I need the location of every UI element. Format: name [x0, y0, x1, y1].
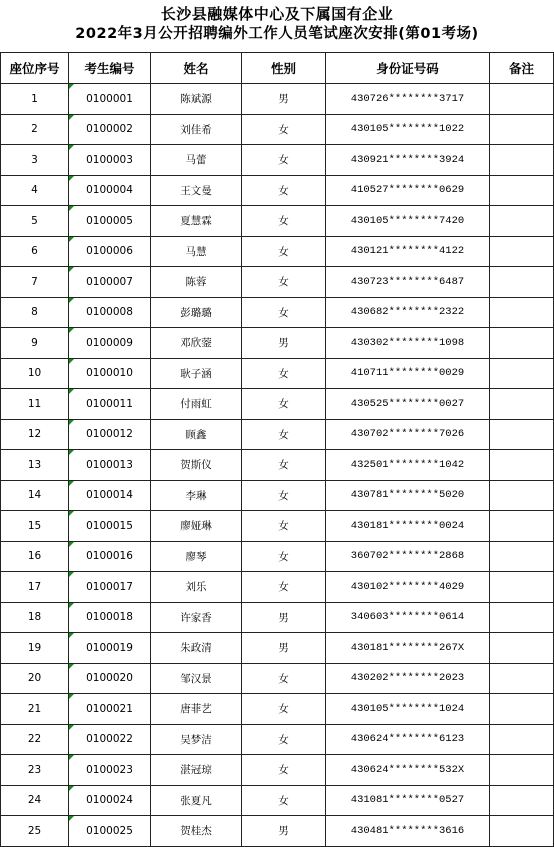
name-cell: 朱政清 [151, 633, 242, 664]
exam-id-cell: 0100014 [69, 480, 151, 511]
seat-cell: 18 [1, 602, 69, 633]
remarks-cell [490, 450, 554, 481]
exam-id-cell: 0100007 [69, 267, 151, 298]
name-cell: 湛冠琼 [151, 755, 242, 786]
table-row [1, 114, 554, 145]
name-cell: 李琳 [151, 480, 242, 511]
id-number-cell: 430702********7026 [326, 419, 490, 450]
seat-cell: 19 [1, 633, 69, 664]
remarks-cell [490, 84, 554, 115]
id-number-cell: 430202********2023 [326, 663, 490, 694]
name-cell: 彭璐璐 [151, 297, 242, 328]
seat-cell: 22 [1, 724, 69, 755]
seat-cell: 20 [1, 663, 69, 694]
id-number-cell: 430121********4122 [326, 236, 490, 267]
title-line-1: 长沙县融媒体中心及下属国有企业 [160, 5, 394, 23]
exam-id-cell: 0100003 [69, 145, 151, 176]
exam-id-cell: 0100020 [69, 663, 151, 694]
exam-id-cell: 0100021 [69, 694, 151, 725]
name-cell: 马慧 [151, 236, 242, 267]
seat-cell: 12 [1, 419, 69, 450]
exam-id-cell: 0100004 [69, 175, 151, 206]
exam-id-cell: 0100025 [69, 816, 151, 847]
table-body [1, 84, 554, 847]
exam-id-cell: 0100006 [69, 236, 151, 267]
name-cell: 顾鑫 [151, 419, 242, 450]
id-number-cell: 430181********0024 [326, 511, 490, 542]
id-number-cell: 430921********3924 [326, 145, 490, 176]
gender-cell: 女 [242, 114, 326, 145]
id-number-cell: 430525********0027 [326, 389, 490, 420]
remarks-cell [490, 114, 554, 145]
remarks-cell [490, 511, 554, 542]
gender-cell: 女 [242, 267, 326, 298]
remarks-cell [490, 480, 554, 511]
remarks-cell [490, 328, 554, 359]
table-row [1, 236, 554, 267]
remarks-cell [490, 236, 554, 267]
name-cell: 唐菲艺 [151, 694, 242, 725]
remarks-cell [490, 206, 554, 237]
name-cell: 贺桂杰 [151, 816, 242, 847]
exam-id-cell: 0100017 [69, 572, 151, 603]
table-row [1, 816, 554, 847]
id-number-cell: 432501********1042 [326, 450, 490, 481]
header-seat-no: 座位序号 [1, 53, 69, 84]
gender-cell: 女 [242, 206, 326, 237]
gender-cell: 男 [242, 816, 326, 847]
table-row [1, 84, 554, 115]
table-row [1, 175, 554, 206]
remarks-cell [490, 389, 554, 420]
name-cell: 付雨虹 [151, 389, 242, 420]
seat-cell: 23 [1, 755, 69, 786]
name-cell: 廖琴 [151, 541, 242, 572]
id-number-cell: 410527********0629 [326, 175, 490, 206]
table-row [1, 541, 554, 572]
remarks-cell [490, 694, 554, 725]
table-row [1, 480, 554, 511]
remarks-cell [490, 572, 554, 603]
seat-cell: 21 [1, 694, 69, 725]
table-row [1, 389, 554, 420]
exam-id-cell: 0100023 [69, 755, 151, 786]
remarks-cell [490, 419, 554, 450]
seat-cell: 5 [1, 206, 69, 237]
table-header-row [1, 53, 554, 84]
table-row [1, 511, 554, 542]
remarks-cell [490, 358, 554, 389]
seat-cell: 17 [1, 572, 69, 603]
exam-id-cell: 0100015 [69, 511, 151, 542]
seat-cell: 16 [1, 541, 69, 572]
id-number-cell: 430302********1098 [326, 328, 490, 359]
table-row [1, 633, 554, 664]
table-row [1, 206, 554, 237]
remarks-cell [490, 145, 554, 176]
gender-cell: 女 [242, 480, 326, 511]
gender-cell: 男 [242, 328, 326, 359]
gender-cell: 女 [242, 572, 326, 603]
name-cell: 夏慧霖 [151, 206, 242, 237]
table-row [1, 419, 554, 450]
gender-cell: 女 [242, 755, 326, 786]
id-number-cell: 430481********3616 [326, 816, 490, 847]
remarks-cell [490, 755, 554, 786]
name-cell: 刘佳希 [151, 114, 242, 145]
gender-cell: 女 [242, 297, 326, 328]
name-cell: 贺斯仪 [151, 450, 242, 481]
exam-id-cell: 0100010 [69, 358, 151, 389]
header-exam-id: 考生编号 [69, 53, 151, 84]
gender-cell: 女 [242, 358, 326, 389]
id-number-cell: 430624********6123 [326, 724, 490, 755]
exam-id-cell: 0100016 [69, 541, 151, 572]
table-row [1, 663, 554, 694]
gender-cell: 女 [242, 450, 326, 481]
gender-cell: 女 [242, 785, 326, 816]
remarks-cell [490, 541, 554, 572]
remarks-cell [490, 602, 554, 633]
id-number-cell: 410711********0029 [326, 358, 490, 389]
id-number-cell: 430105********1024 [326, 694, 490, 725]
seat-cell: 24 [1, 785, 69, 816]
name-cell: 陈斌源 [151, 84, 242, 115]
seat-cell: 14 [1, 480, 69, 511]
table-row [1, 755, 554, 786]
seat-cell: 10 [1, 358, 69, 389]
name-cell: 张夏凡 [151, 785, 242, 816]
table-row [1, 602, 554, 633]
seat-cell: 25 [1, 816, 69, 847]
exam-id-cell: 0100005 [69, 206, 151, 237]
gender-cell: 女 [242, 419, 326, 450]
id-number-cell: 430682********2322 [326, 297, 490, 328]
table-row [1, 694, 554, 725]
seat-cell: 4 [1, 175, 69, 206]
header-remarks: 备注 [490, 53, 554, 84]
remarks-cell [490, 297, 554, 328]
header-gender: 性别 [242, 53, 326, 84]
name-cell: 马蕾 [151, 145, 242, 176]
exam-id-cell: 0100001 [69, 84, 151, 115]
seat-cell: 3 [1, 145, 69, 176]
seat-cell: 9 [1, 328, 69, 359]
title-line-2: 2022年3月公开招聘编外工作人员笔试座次安排(第01考场) [75, 26, 479, 42]
gender-cell: 女 [242, 541, 326, 572]
gender-cell: 女 [242, 389, 326, 420]
exam-id-cell: 0100013 [69, 450, 151, 481]
seat-cell: 7 [1, 267, 69, 298]
name-cell: 许家香 [151, 602, 242, 633]
seat-cell: 2 [1, 114, 69, 145]
name-cell: 耿子涵 [151, 358, 242, 389]
table-row [1, 785, 554, 816]
table-row [1, 297, 554, 328]
id-number-cell: 430102********4029 [326, 572, 490, 603]
remarks-cell [490, 175, 554, 206]
exam-id-cell: 0100018 [69, 602, 151, 633]
remarks-cell [490, 816, 554, 847]
id-number-cell: 430105********7420 [326, 206, 490, 237]
exam-id-cell: 0100019 [69, 633, 151, 664]
name-cell: 王文曼 [151, 175, 242, 206]
exam-id-cell: 0100012 [69, 419, 151, 450]
name-cell: 陈蓉 [151, 267, 242, 298]
remarks-cell [490, 663, 554, 694]
exam-id-cell: 0100022 [69, 724, 151, 755]
document-title [0, 0, 554, 44]
gender-cell: 男 [242, 84, 326, 115]
id-number-cell: 340603********0614 [326, 602, 490, 633]
table-row [1, 572, 554, 603]
id-number-cell: 430726********3717 [326, 84, 490, 115]
header-id-number: 身份证号码 [326, 53, 490, 84]
id-number-cell: 430105********1022 [326, 114, 490, 145]
exam-id-cell: 0100002 [69, 114, 151, 145]
name-cell: 邹汉景 [151, 663, 242, 694]
gender-cell: 男 [242, 633, 326, 664]
table-row [1, 267, 554, 298]
exam-id-cell: 0100009 [69, 328, 151, 359]
seat-cell: 8 [1, 297, 69, 328]
id-number-cell: 430781********5020 [326, 480, 490, 511]
remarks-cell [490, 724, 554, 755]
gender-cell: 女 [242, 511, 326, 542]
gender-cell: 女 [242, 663, 326, 694]
name-cell: 吴梦洁 [151, 724, 242, 755]
gender-cell: 女 [242, 724, 326, 755]
id-number-cell: 360702********2868 [326, 541, 490, 572]
exam-id-cell: 0100011 [69, 389, 151, 420]
remarks-cell [490, 785, 554, 816]
table-row [1, 358, 554, 389]
id-number-cell: 430181********267X [326, 633, 490, 664]
name-cell: 廖娅琳 [151, 511, 242, 542]
exam-id-cell: 0100024 [69, 785, 151, 816]
table-row [1, 328, 554, 359]
gender-cell: 女 [242, 694, 326, 725]
seat-cell: 1 [1, 84, 69, 115]
id-number-cell: 430723********6487 [326, 267, 490, 298]
seat-cell: 6 [1, 236, 69, 267]
gender-cell: 男 [242, 602, 326, 633]
table-row [1, 450, 554, 481]
gender-cell: 女 [242, 145, 326, 176]
name-cell: 刘乐 [151, 572, 242, 603]
name-cell: 邓欣蓥 [151, 328, 242, 359]
id-number-cell: 431081********0527 [326, 785, 490, 816]
gender-cell: 女 [242, 175, 326, 206]
seat-cell: 11 [1, 389, 69, 420]
exam-id-cell: 0100008 [69, 297, 151, 328]
gender-cell: 女 [242, 236, 326, 267]
remarks-cell [490, 267, 554, 298]
table-row [1, 145, 554, 176]
header-name: 姓名 [151, 53, 242, 84]
seat-cell: 15 [1, 511, 69, 542]
table-row [1, 724, 554, 755]
remarks-cell [490, 633, 554, 664]
seat-cell: 13 [1, 450, 69, 481]
id-number-cell: 430624********532X [326, 755, 490, 786]
seating-table [0, 52, 554, 847]
